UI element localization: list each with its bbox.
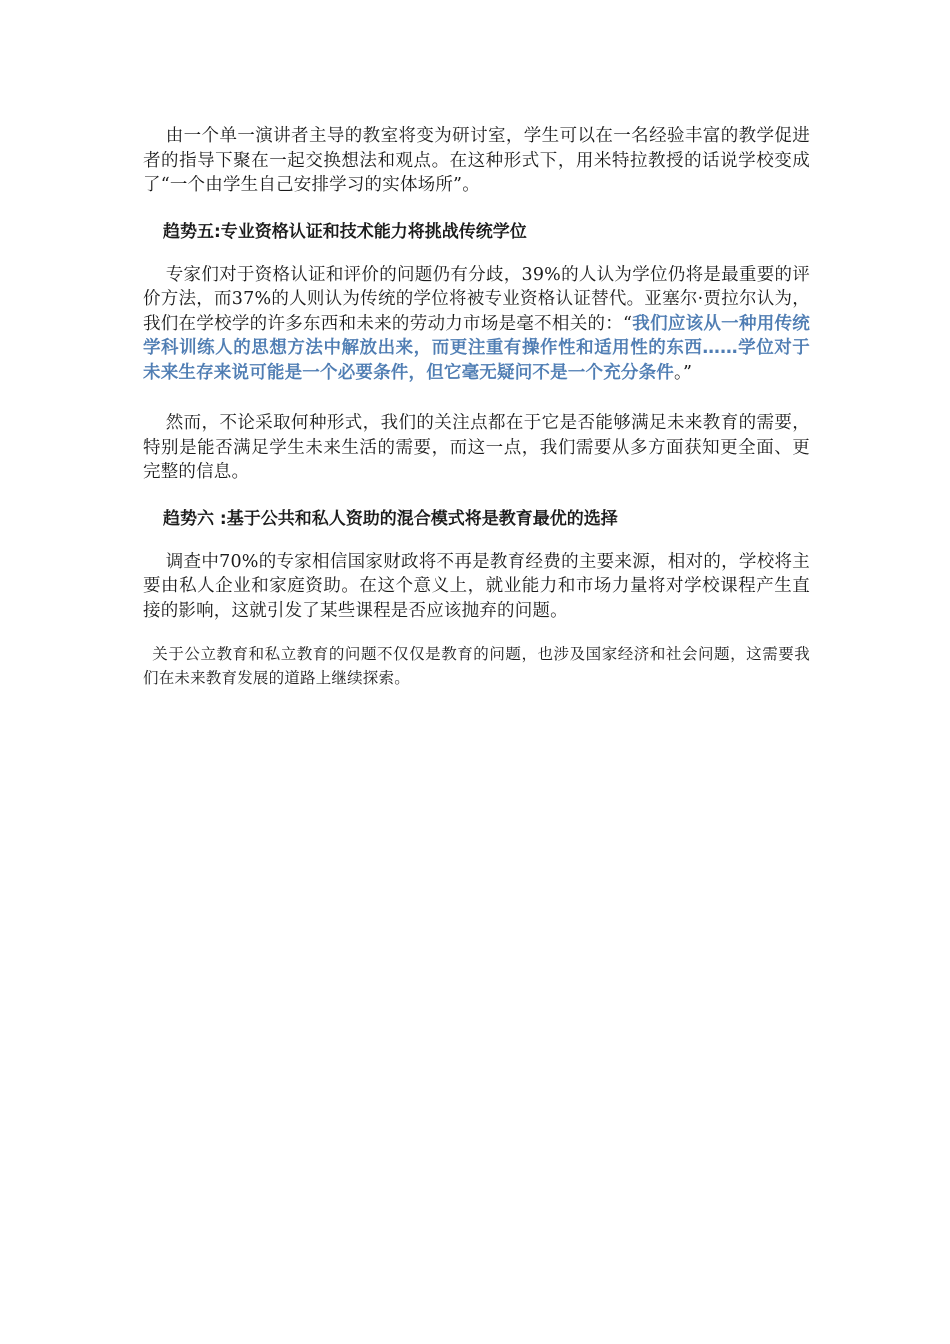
heading-trend-six: 趋势六 :基于公共和私人资助的混合模式将是教育最优的选择 (163, 508, 618, 529)
jalal-quote: 我们应该从一种用传统学科训练人的思想方法中解放出来，而更注重有操作性和适用性的东西……学位对于未来生存来说可能是一个必要条件，但它毫无疑问不是一个充分条件 (143, 313, 811, 383)
paragraph-certification-lead: 专家们对于资格认证和评价的问题仍有分歧，39%的人认为学位仍将是最重要的评价方法，而37%的人则认为传统的学位将被专业资格认证替代。亚塞尔·贾拉尔认为，我们在学校学的许多东西和未来的劳动力市场是毫不相关的：“ (143, 264, 810, 334)
paragraph-certification-tail: 。” (674, 362, 693, 383)
paragraph-certification (143, 263, 810, 386)
paragraph-focus: 然而，不论采取何种形式，我们的关注点都在于它是否能够满足未来教育的需要，特别是能否满足学生未来生活的需要，而这一点，我们需要从多方面获知更全面、更完整的信息。 (143, 413, 810, 482)
document-page (143, 124, 810, 690)
heading-trend-five: 趋势五:专业资格认证和技术能力将挑战传统学位 (163, 221, 527, 242)
paragraph-classroom: 由一个单一演讲者主导的教室将变为研讨室，学生可以在一名经验丰富的教学促进者的指导下聚在一起交换想法和观点。在这种形式下，用米特拉教授的话说学校变成了“一个由学生自己安排学习的实体场所”。 (143, 126, 810, 195)
paragraph-funding: 调查中70%的专家相信国家财政将不再是教育经费的主要来源，相对的，学校将主要由私人企业和家庭资助。在这个意义上，就业能力和市场力量将对学校课程产生直接的影响，这就引发了某些课程是否应该抛弃的问题。 (143, 551, 810, 621)
paragraph-conclusion: 关于公立教育和私立教育的问题不仅仅是教育的问题，也涉及国家经济和社会问题，这需要我们在未来教育发展的道路上继续探索。 (143, 645, 810, 687)
